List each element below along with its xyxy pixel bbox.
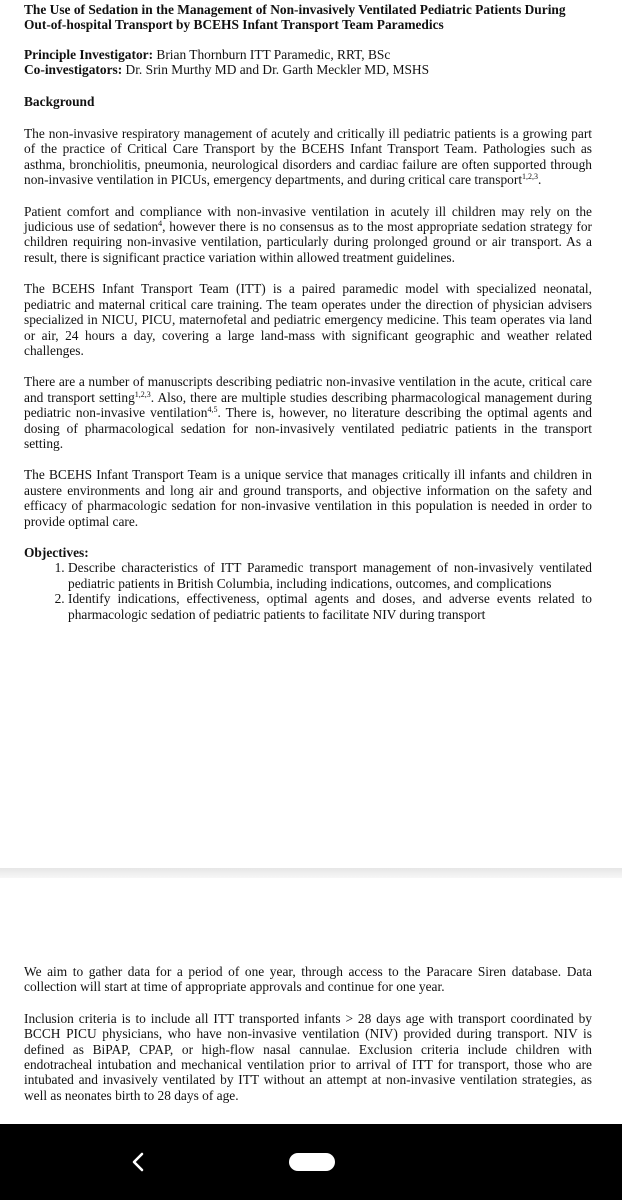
bg4-citation-2: 4,5 <box>207 405 218 415</box>
pi-value: Brian Thornburn ITT Paramedic, RRT, BSc <box>153 46 391 62</box>
bg1-citation: 1,2,3 <box>522 172 539 182</box>
bg4-text-a: There are a number of manuscripts describing pediatric non-invasive ventilation in the acute, critical care and transport setting <box>24 374 592 405</box>
bg1-text: The non-invasive respiratory management of acutely and critically ill pediatric patients is a growing part of the practice of Critical Care Transport by the BCEHS Infant Transport Team. Pathologies such as asthma, bronchiolitis, pneumonia, neurological disorders and cardiac failure are often supported through non-invasive ventilation in PICUs, emergency departments, and during critical care transport <box>24 126 592 188</box>
data-collection-paragraph: We aim to gather data for a period of one year, through access to the Paracare Siren database. Data collection will start at time of appropriate approvals and continue for one year. <box>24 964 592 995</box>
document-page-2 <box>0 878 622 1124</box>
background-heading: Background <box>24 93 95 109</box>
coi-value: Dr. Srin Murthy MD and Dr. Garth Meckler MD, MSHS <box>122 62 430 78</box>
bg4-citation-1: 1,2,3 <box>134 389 151 399</box>
page-separator <box>0 868 622 878</box>
page-1-content <box>24 2 592 622</box>
page-2-content <box>24 964 592 1119</box>
inclusion-criteria-paragraph: Inclusion criteria is to include all ITT transported infants > 28 days age with transport coordinated by BCCH PICU physicians, who have non-invasive ventilation (NIV) provided during transport. NIV is defined as BiPAP, CPAP, or high-flow nasal cannulae. Exclusion criteria include children with endotracheal intubation and mechanical ventilation prior to arrival of ITT for transport, those who are intubated and invasively ventilated by ITT without an attempt at non-invasive ventilation strategies, as well as neonates birth to 28 days of age. <box>24 1010 592 1103</box>
bg1-end: . <box>538 172 542 188</box>
background-paragraph-5: The BCEHS Infant Transport Team is a unique service that manages critically ill infants and children in austere environments and long air and ground transports, and objective information on the safety and efficacy of pharmacologic sedation for non-invasive ventilation in this population is needed in order to provide optimal care. <box>24 467 592 529</box>
objectives-list <box>24 560 592 622</box>
bg2-text-a: Patient comfort and compliance with non-invasive ventilation in acutely ill children may rely on the judicious use of sedation <box>24 203 592 235</box>
document-title: The Use of Sedation in the Management of Non-invasively Ventilated Pediatric Patients During Out-of-hospital Transport by BCEHS Infant Transport Team Paramedics <box>24 2 566 33</box>
background-paragraph-3: The BCEHS Infant Transport Team (ITT) is a paired paramedic model with specialized neonatal, pediatric and maternal critical care training. The team operates under the direction of physician advisers specialized in NICU, PICU, maternofetal and pediatric emergency medicine. This team operates via land or air, 24 hours a day, covering a large land-mass with significant geographic and weather related challenges. <box>24 281 592 358</box>
pi-label: Principle Investigator: <box>24 46 154 62</box>
objective-item: 2. Identify indications, effectiveness, optimal agents and doses, and adverse events related to pharmacologic sedation of pediatric patients to facilitate NIV during transport <box>68 591 592 622</box>
objective-item: 1. Describe characteristics of ITT Paramedic transport management of non-invasively ventilated pediatric patients in British Columbia, including indications, outcomes, and complications <box>68 560 592 591</box>
bg2-text-b: , however there is no consensus as to the most appropriate sedation strategy for children requiring non-invasive ventilation, particularly during prolonged ground or air transport. As a result, there is significant practice variation within allowed treatment guidelines. <box>24 219 592 265</box>
bg4-text-c: . There is, however, no literature describing the optimal agents and dosing of pharmacological sedation for non-invasively ventilated pediatric patients in the transport setting. <box>24 405 592 451</box>
co-investigators-line <box>24 62 592 77</box>
principal-investigator-line <box>24 47 592 62</box>
coi-label: Co-investigators: <box>24 62 123 78</box>
bg2-citation: 4 <box>158 219 163 229</box>
home-pill-icon[interactable] <box>289 1153 335 1171</box>
android-navigation-bar <box>0 1124 622 1200</box>
objectives-heading: Objectives: <box>24 544 89 560</box>
background-paragraph-4 <box>24 374 592 451</box>
bg4-text-b: . Also, there are multiple studies describing pharmacological management during pediatric non-invasive ventilation <box>24 389 592 421</box>
back-chevron-icon[interactable] <box>124 1148 152 1176</box>
background-paragraph-1 <box>24 126 592 188</box>
investigators-block <box>24 47 592 78</box>
background-paragraph-2 <box>24 204 592 266</box>
